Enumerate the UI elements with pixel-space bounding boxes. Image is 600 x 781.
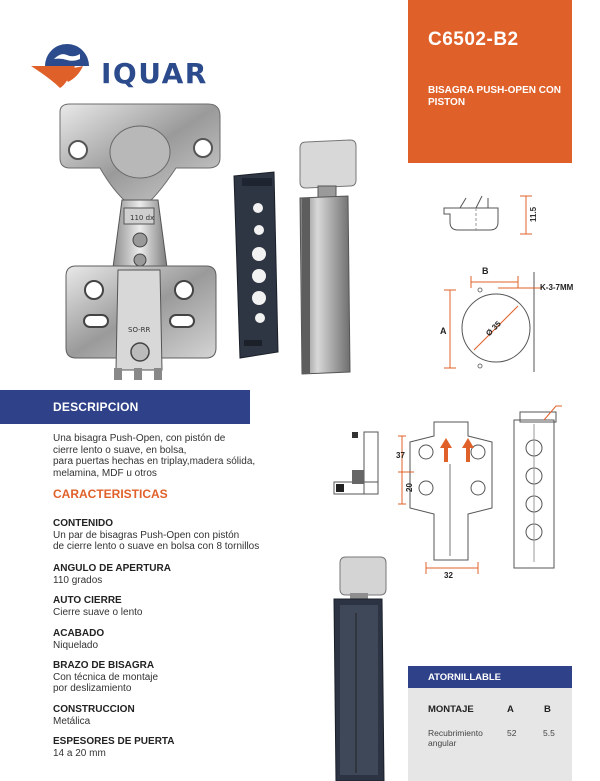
spec-label: CONTENIDO (53, 518, 113, 529)
table-cell-b: 5.5 (543, 728, 555, 738)
table-header-montaje: MONTAJE (428, 704, 474, 715)
description-bar (0, 390, 250, 424)
spec-auto-cierre (53, 595, 143, 618)
spec-value: Metálica (53, 715, 91, 727)
piston-photo (288, 136, 360, 376)
a-label: A (440, 326, 447, 336)
description-line: para puertas hechas en triplay,madera sólida, (53, 456, 256, 467)
spec-acabado (53, 628, 104, 651)
characteristics-heading: CARACTERISTICAS (53, 487, 168, 501)
spec-label: ACABADO (53, 628, 105, 639)
logo-emblem-icon (28, 30, 108, 100)
cabinet-corner-drawing (334, 430, 382, 496)
mounting-plate-drawing (398, 412, 502, 580)
spec-espesores (53, 736, 175, 759)
spec-value: 110 grados (53, 574, 103, 586)
height-37-label: 37 (396, 451, 405, 460)
b-label: B (482, 266, 489, 276)
spec-value: Niquelado (53, 639, 99, 651)
spec-value: Con técnica de montaje (53, 671, 159, 683)
cup-diameter-drawing (438, 262, 600, 382)
spec-value: Cierre suave o lento (53, 606, 143, 618)
spec-angulo (53, 563, 171, 586)
table-cell-type-line2: angular (428, 738, 457, 748)
table-header-b: B (544, 704, 551, 715)
spec-value: 14 a 20 mm (53, 747, 106, 759)
mounting-side-drawing (504, 402, 570, 570)
cup-depth-drawing (436, 186, 546, 246)
hinge-stamp-bottom: SO-RR (128, 326, 151, 334)
brand-logo (28, 30, 208, 100)
hinge-stamp-top: 110 dx (130, 214, 155, 222)
description-line: cierre lento o suave, en bolsa, (53, 444, 187, 456)
spec-value: de cierre lento o suave en bolsa con 8 tornillos (53, 541, 260, 552)
description-line: melamina, MDF u otros (53, 467, 157, 479)
spec-contenido (53, 518, 259, 553)
width-32-label: 32 (444, 571, 453, 580)
mounting-type-bar (408, 666, 572, 688)
depth-label: 11.5 (529, 206, 538, 222)
description-heading: DESCRIPCION (53, 400, 139, 414)
height-20-label: 20 (405, 483, 414, 492)
spec-brazo (53, 660, 158, 695)
spec-label: AUTO CIERRE (53, 595, 122, 606)
product-title: BISAGRA PUSH-OPEN CON PISTON (428, 85, 561, 108)
spec-label: CONSTRUCCION (53, 704, 135, 715)
k-label: K-3-7MM (540, 283, 574, 292)
spec-label: ANGULO DE APERTURA (53, 563, 171, 574)
diameter-label: Ø 35 (484, 319, 503, 338)
product-code: C6502-B2 (428, 29, 519, 50)
description-text (53, 433, 283, 479)
spec-construccion (53, 704, 135, 727)
brand-name: IQUAR (101, 57, 208, 90)
spec-value: por deslizamiento (53, 683, 132, 694)
spec-label: BRAZO DE BISAGRA (53, 660, 155, 671)
description-line: Una bisagra Push-Open, con pistón de (53, 433, 226, 444)
spec-label: ESPESORES DE PUERTA (53, 736, 175, 747)
table-cell-a: 52 (507, 728, 517, 738)
hinge-photo (48, 100, 228, 382)
table-header-a: A (507, 704, 514, 715)
mounting-plate-photo (228, 168, 284, 364)
piston-bag-photo (330, 553, 388, 781)
mounting-type-label: ATORNILLABLE (428, 672, 502, 683)
spec-value: Un par de bisagras Push-Open con pistón (53, 529, 240, 541)
product-header-panel (408, 0, 572, 163)
table-cell-type-line1: Recubrimiento (428, 728, 483, 738)
mounting-table (408, 688, 572, 781)
